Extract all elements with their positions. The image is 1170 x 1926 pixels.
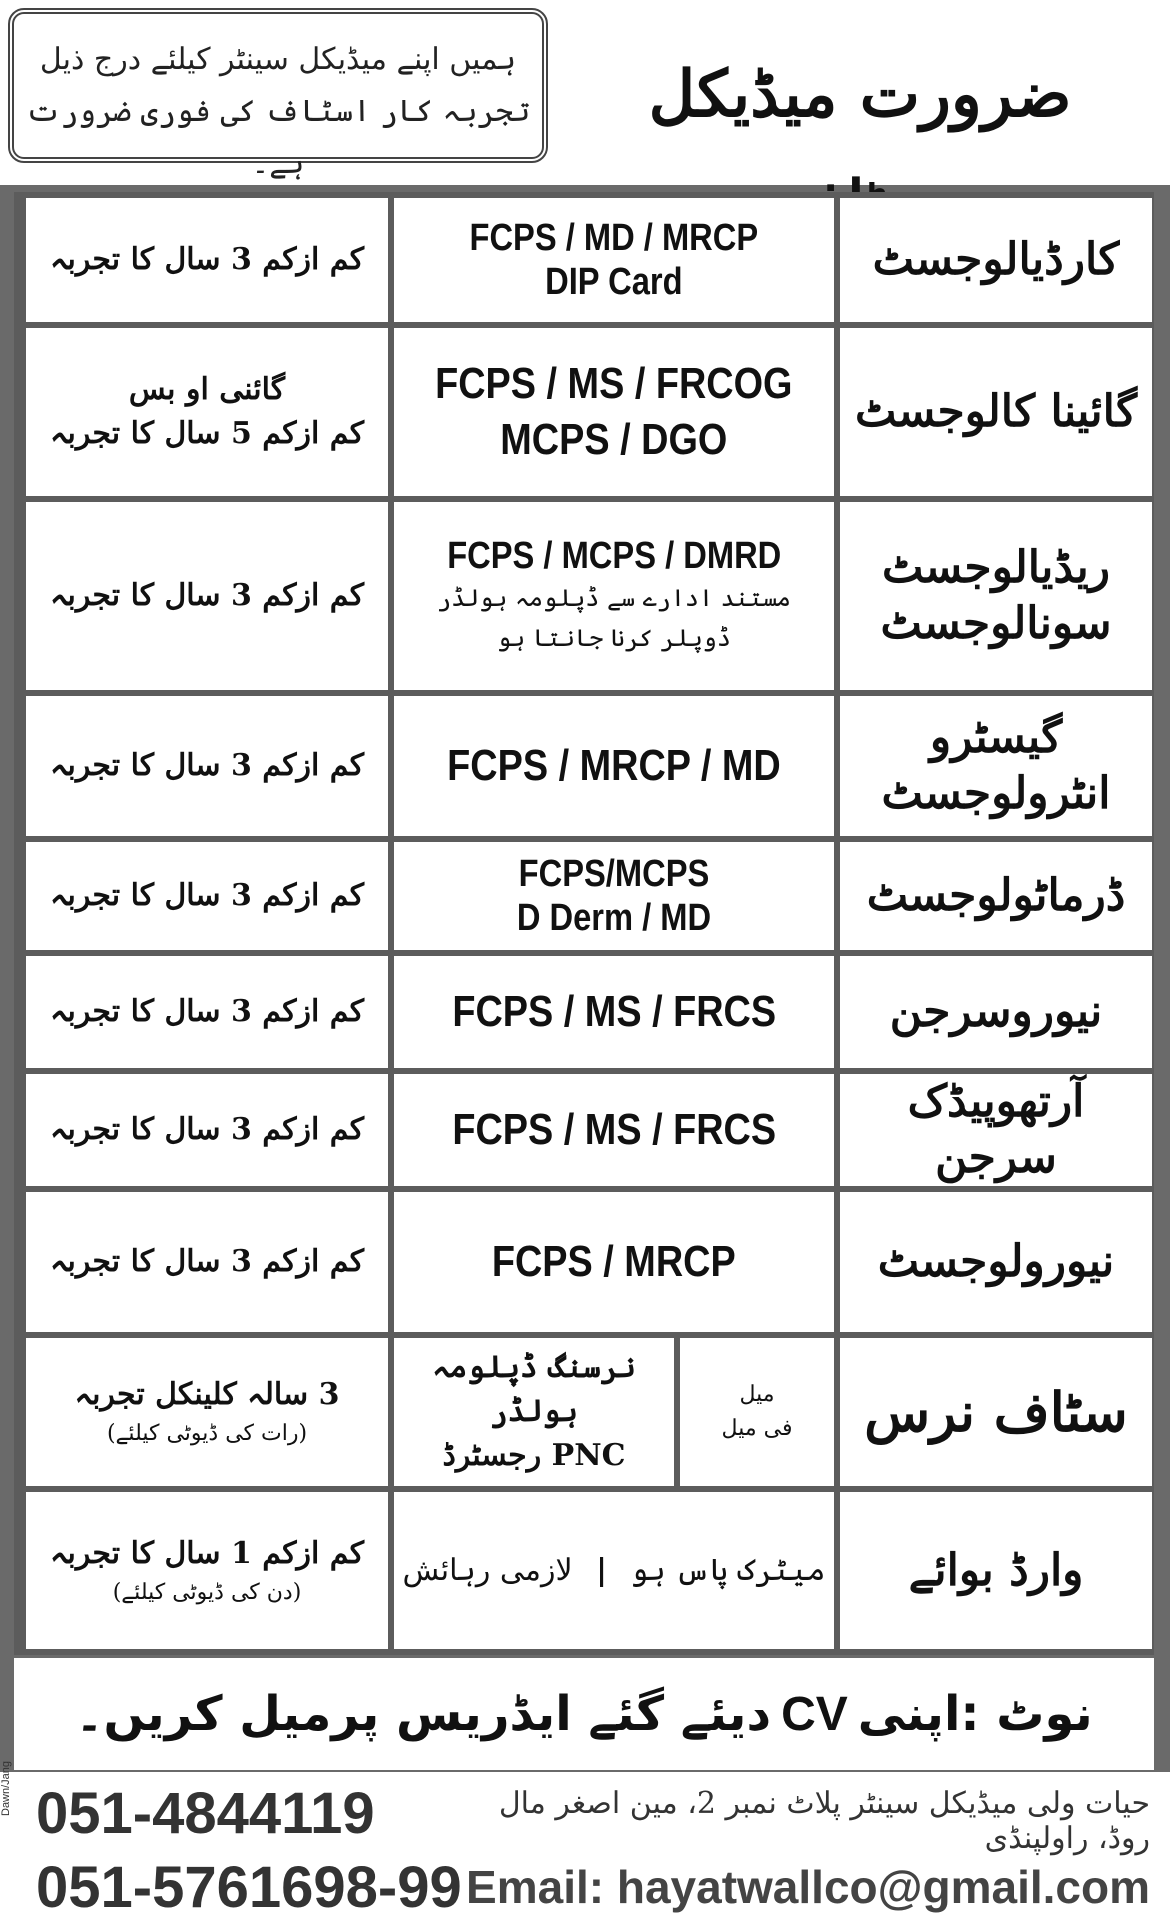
experience-cell (26, 842, 388, 950)
qualification-cell (394, 1074, 834, 1186)
note-suffix: دیئے گئے ایڈریس پرمیل کریں۔ (75, 1686, 772, 1742)
experience-text: کم ازکم 3 سال کا تجربہ (49, 878, 365, 913)
email-text[interactable]: Email: hayatwallco@gmail.com (466, 1861, 1150, 1913)
table-row (14, 1192, 1154, 1332)
qualification-text: FCPS / MCPS / DMRD (446, 535, 782, 577)
qualification-text: نرسنگ ڈپلومہ ہولڈر (432, 1350, 636, 1429)
post-title: سٹاف نرس (864, 1380, 1128, 1444)
qualification-cell (394, 502, 834, 690)
post-title: گیسٹرو انٹرولوجسٹ (881, 712, 1111, 819)
table-row (14, 502, 1154, 690)
gender-part (680, 1338, 834, 1486)
qualification-cell (394, 328, 834, 496)
experience-cell (26, 198, 388, 322)
experience-cell (26, 696, 388, 836)
post-cell (840, 1074, 1152, 1186)
experience-cell (26, 956, 388, 1068)
post-cell (840, 1192, 1152, 1332)
qualification-part (394, 1338, 674, 1486)
qualification-text (403, 1549, 826, 1593)
post-cell (840, 696, 1152, 836)
experience-text: گائنی او بس (128, 372, 286, 407)
qualification-text: PNC رجسٹرڈ (442, 1438, 626, 1473)
gender-text: میل (739, 1382, 775, 1407)
qualification-cell (394, 1492, 834, 1649)
experience-text: کم ازکم 3 سال کا تجربہ (49, 1244, 365, 1279)
post-cell (840, 1338, 1152, 1486)
experience-note: (رات کی ڈیوٹی کیلئے) (106, 1421, 308, 1446)
intro-line-1: ہمیں اپنے میڈیکل سینٹر کیلئے درج ذیل (39, 42, 517, 77)
qualification-text: D Derm / MD (516, 897, 712, 939)
table-row (14, 696, 1154, 836)
post-cell (840, 328, 1152, 496)
post-title: سونالوجسٹ (880, 598, 1112, 649)
qualification-text: FCPS / MS / FRCS (452, 1105, 776, 1154)
note-prefix: نوٹ :اپنی (857, 1686, 1093, 1742)
qualification-part: لازمی رہائش (402, 1552, 573, 1588)
table-row (14, 198, 1154, 322)
publication-label: Dawn/Jang (0, 1760, 12, 1816)
experience-text: کم ازکم 3 سال کا تجربہ (49, 578, 365, 613)
post-cell (840, 956, 1152, 1068)
table-row (14, 842, 1154, 950)
vacancy-table (14, 192, 1154, 1655)
post-cell (840, 1492, 1152, 1649)
experience-text: 3 سالہ کلینکل تجربہ (74, 1377, 340, 1412)
post-title: آرتھوپیڈک سرجن (907, 1076, 1085, 1183)
experience-cell (26, 328, 388, 496)
note-band (14, 1658, 1154, 1770)
qualification-text: FCPS / MD / MRCP (469, 217, 759, 259)
qualification-cell (394, 842, 834, 950)
experience-text: کم ازکم 3 سال کا تجربہ (49, 748, 365, 783)
table-row (14, 1492, 1154, 1649)
qualification-text: FCPS / MRCP (492, 1237, 736, 1286)
experience-text: کم ازکم 1 سال کا تجربہ (49, 1535, 365, 1571)
qualification-part: میٹرک پاس ہو (630, 1552, 826, 1588)
table-row (14, 1074, 1154, 1186)
experience-cell (26, 1492, 388, 1649)
qualification-text: FCPS / MS / FRCS (452, 987, 776, 1036)
experience-note: (دن کی ڈیوٹی کیلئے) (112, 1579, 302, 1605)
post-title: نیوروسرجن (889, 986, 1103, 1037)
qualification-text: MCPS / DGO (500, 415, 728, 464)
post-title: وارڈ بوائے (908, 1544, 1084, 1596)
post-title: ڈرماٹولوجسٹ (866, 870, 1126, 921)
note-cv: CV (781, 1687, 848, 1741)
post-title: گائینا کالوجسٹ (854, 386, 1138, 437)
intro-box (8, 8, 548, 181)
experience-text: کم ازکم 5 سال کا تجربہ (49, 416, 365, 451)
post-title: ریڈیالوجسٹ (881, 542, 1111, 593)
ad-header (0, 0, 1170, 185)
qualification-cell (394, 956, 834, 1068)
intro-line-2: تجربہ کار اسٹاف کی فوری ضرورت ہے۔ (25, 94, 531, 181)
qualification-text: FCPS / MS / FRCOG (435, 359, 793, 408)
experience-cell (26, 1192, 388, 1332)
experience-text: کم ازکم 3 سال کا تجربہ (49, 994, 365, 1029)
ad-title: ضرورت میڈیکل (648, 57, 1072, 132)
experience-text: کم ازکم 3 سال کا تجربہ (49, 242, 365, 277)
qualification-cell (394, 696, 834, 836)
qualification-cell (394, 1338, 834, 1486)
phone-number-2[interactable]: 051-5761698-99 (36, 1855, 462, 1920)
qualification-cell (394, 198, 834, 322)
qualification-text: FCPS / MRCP / MD (447, 741, 781, 790)
table-row (14, 956, 1154, 1068)
post-title: کارڈیالوجسٹ (872, 234, 1120, 285)
qualification-cell (394, 1192, 834, 1332)
contact-footer (0, 1772, 1170, 1926)
qualification-note: مستند ادارے سے ڈپلومہ ہولڈر (437, 584, 791, 612)
post-cell (840, 502, 1152, 690)
table-row (14, 328, 1154, 496)
experience-cell (26, 1074, 388, 1186)
experience-text: کم ازکم 3 سال کا تجربہ (49, 1112, 365, 1147)
experience-cell (26, 1338, 388, 1486)
separator: | (596, 1552, 608, 1588)
table-row (14, 1338, 1154, 1486)
post-title: نیورولوجسٹ (877, 1236, 1115, 1287)
qualification-text: FCPS/MCPS (518, 853, 710, 895)
address-text: حیات ولی میڈیکل سینٹر پلاٹ نمبر 2، مین اصغر مال روڈ، راولپنڈی (498, 1786, 1150, 1856)
experience-cell (26, 502, 388, 690)
post-cell (840, 198, 1152, 322)
qualification-note: ڈوپلر کرنا جانتا ہو (497, 624, 731, 652)
phone-number-1[interactable]: 051-4844119 (36, 1781, 375, 1846)
post-cell (840, 842, 1152, 950)
qualification-text: DIP Card (545, 261, 683, 303)
gender-text: فی میل (721, 1416, 793, 1441)
